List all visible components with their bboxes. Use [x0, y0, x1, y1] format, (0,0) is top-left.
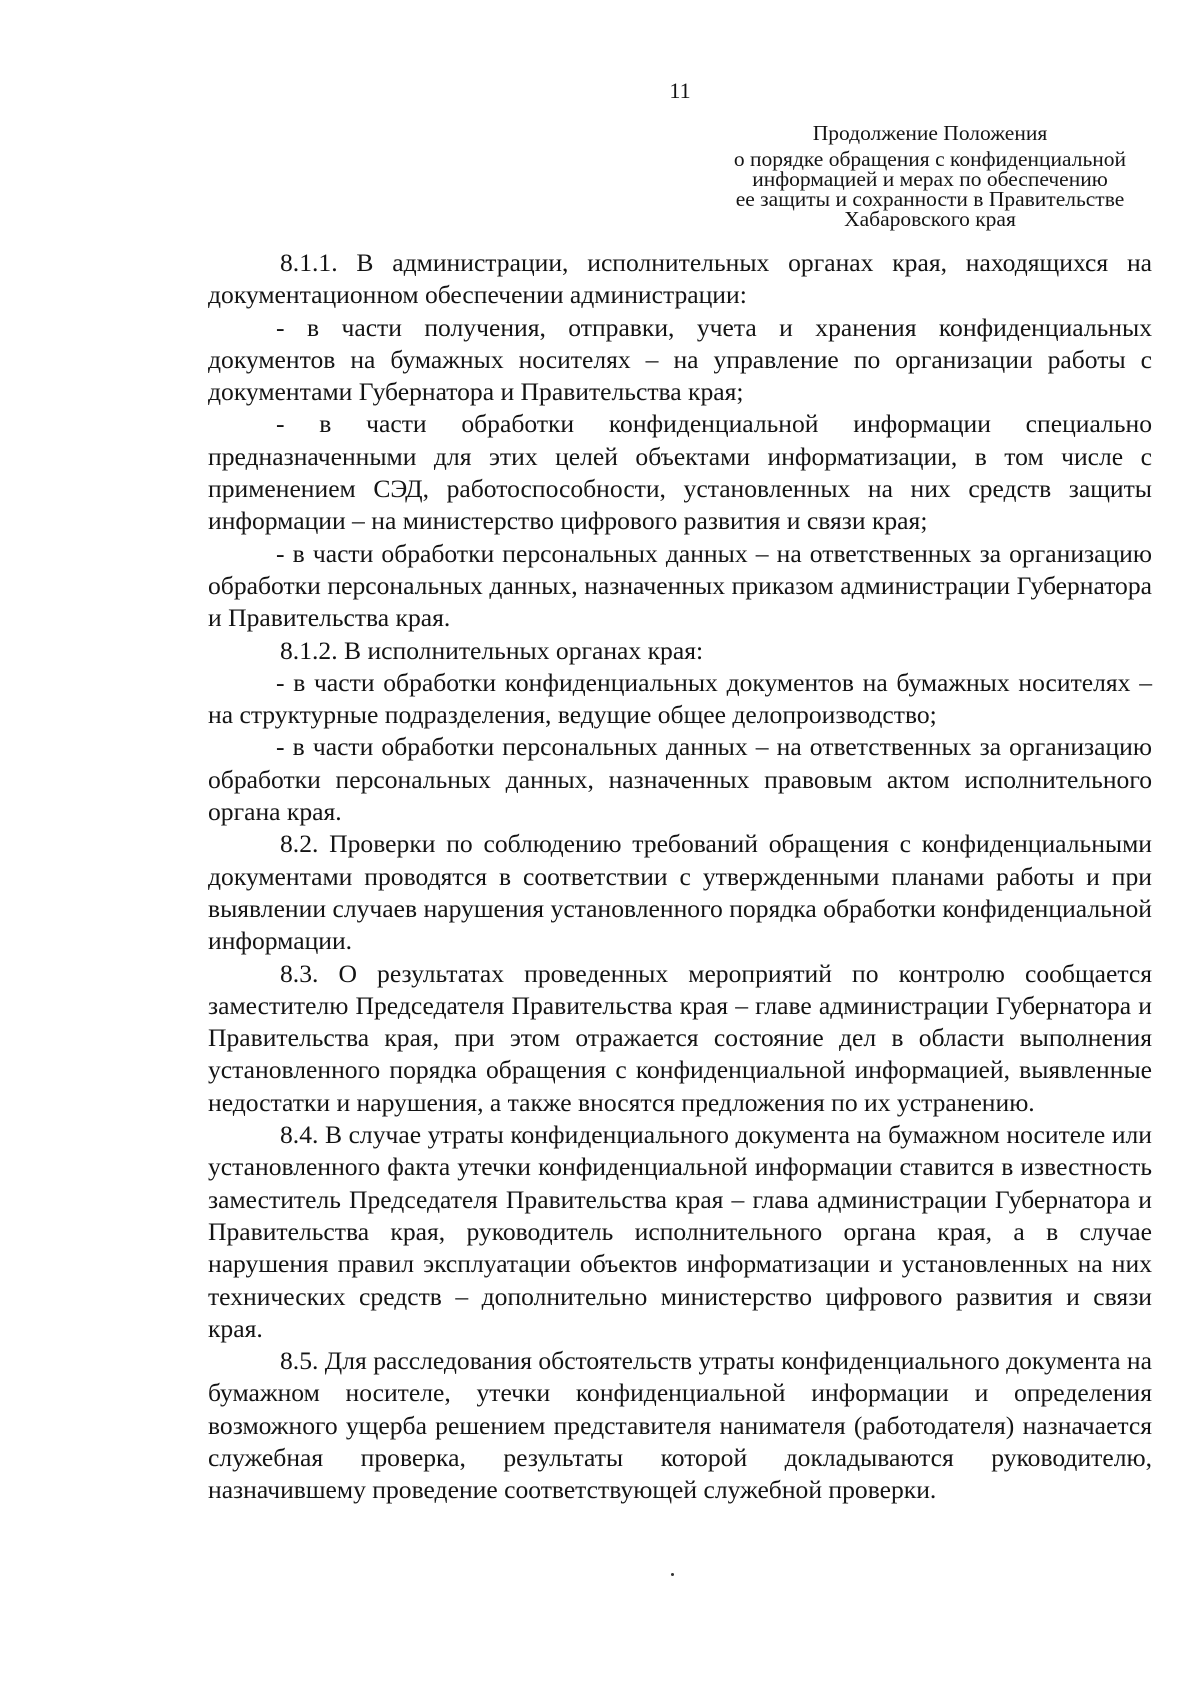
paragraph-8-2: 8.2. Проверки по соблюдению требований обращения с конфиденциальными документами проводятся в соответствии с утвержденными планами работы и при выявлении случаев нарушения установленного порядка обработки конфиденциальной информации. [208, 829, 1152, 956]
list-item: - в части обработки конфиденциальных документов на бумажных носителях – на структурные подразделения, ведущие общее делопроизводство; [208, 667, 1152, 730]
page-number: 11 [669, 78, 691, 103]
paragraph-8-5: 8.5. Для расследования обстоятельств утраты конфиденциального документа на бумажном носителе, утечки конфиденциальной информации и определения возможного ущерба решением представителя нанимателя (работодателя) назначается служебная проверка, результаты которой докладываются руководителю, назначившему проведение соответствующей служебной проверки. [208, 1346, 1152, 1505]
header-title: Продолжение Положения [812, 121, 1048, 145]
paragraph-8-1-2: 8.1.2. В исполнительных органах края: [280, 635, 704, 665]
paragraph-8-3: 8.3. О результатах проведенных мероприятий по контролю сообщается заместителю Председателя Правительства края – главе администрации Губернатора и Правительства края, при этом отражается состояние дел в области выполнения установленного порядка обращения с конфиденциальной информацией, выявленные недостатки и нарушения, а также вносятся предложения по их устранению. [208, 958, 1152, 1117]
scan-speck [671, 1573, 674, 1576]
list-item: - в части обработки персональных данных – на ответственных за организацию обработки персональных данных, назначенных правовым актом исполнительного органа края. [208, 732, 1152, 827]
list-item: - в части получения, отправки, учета и хранения конфиденциальных документов на бумажных носителях – на управление по организации работы с документами Губернатора и Правительства края; [208, 312, 1152, 407]
header-line: о порядке обращения с конфиденциальной [733, 147, 1127, 171]
header-line: ее защиты и сохранности в Правительстве [735, 187, 1125, 211]
header-line: информацией и мерах по обеспечению [752, 167, 1108, 191]
header-line: Хабаровского края [844, 207, 1016, 231]
appendix-header [690, 123, 1170, 229]
paragraph-8-1-1: 8.1.1. В администрации, исполнительных органах края, находящихся на документационном обеспечении администрации: [208, 248, 1152, 310]
list-item: - в части обработки конфиденциальной информации специально предназначенными для этих целей объектами информатизации, в том числе с применением СЭД, работоспособности, установленных на них средств защиты информации – на министерство цифрового развития и связи края; [208, 409, 1152, 536]
document-body [208, 247, 1152, 1507]
list-item: - в части обработки персональных данных – на ответственных за организацию обработки персональных данных, назначенных приказом администрации Губернатора и Правительства края. [208, 538, 1152, 633]
paragraph-8-4: 8.4. В случае утраты конфиденциального документа на бумажном носителе или установленного факта утечки конфиденциальной информации ставится в известность заместитель Председателя Правительства края – глава администрации Губернатора и Правительства края, руководитель исполнительного органа края, а в случае нарушения правил эксплуатации объектов информатизации и установленных на них технических средств – дополнительно министерство цифрового развития и связи края. [208, 1120, 1152, 1343]
